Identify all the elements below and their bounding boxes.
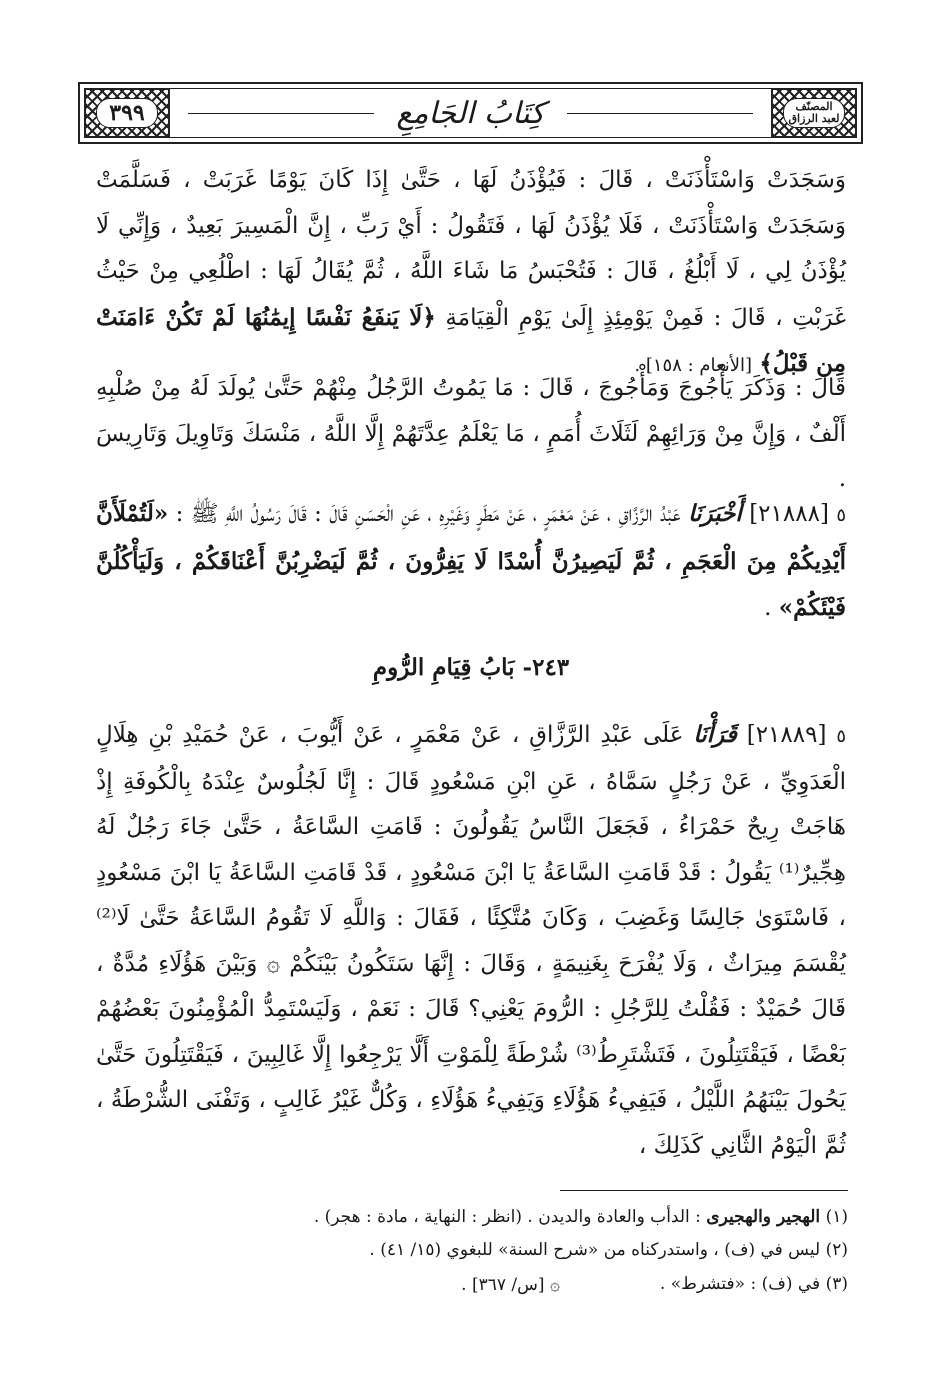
hadith-marker: ٥ [836, 505, 846, 526]
hadith-marker: ٥ [836, 726, 846, 747]
paragraph-2: قَالَ : وَذَكَرَ يَأْجُوجَ وَمَأْجُوجَ ، قَالَ : مَا يَمُوتُ الرَّجُلُ مِنْهُمْ حَتَّىٰ يُولَدَ لَهُ مِنْ صُلْبِهِ أَلْفٌ ، وَإِنَّ مِنْ وَرَائِهِمْ لَثَلَاثَ أُمَمٍ ، مَا يَعْلَمُ عِدَّتَهُمْ إِلَّا اللَّهُ ، مَنْسَكَ وَتَاوِيلَ وَتَارِيسَ . [96, 375, 846, 492]
verse-reference: [الأنعام : ١٥٨] . [634, 355, 753, 376]
isnad-text: عَبْدُ الرَّزَّاقِ ، عَنْ مَعْمَرٍ ، عَنْ مَطَرٍ وَغَيْرِهِ ، عَنِ الْحَسَنِ قَالَ : قَالَ رَسُولُ اللَّهِ ﷺ : [175, 501, 681, 527]
book-emblem-text: المصنّف لعبد الرزاق [783, 98, 845, 128]
hadith-21889-text: عَلَى عَبْدِ الرَّزَّاقِ ، عَنْ مَعْمَرٍ ، عَنْ أَيُّوبَ ، عَنْ حُمَيْدِ بْنِ هِلَالٍ الْعَدَوِيِّ ، عَنْ رَجُلٍ سَمَّاهُ ، عَنِ ابْنِ مَسْعُودٍ قَالَ : إِنَّا لَجُلُوسٌ عِنْدَهُ بِالْكُوفَةِ إِذْ هَاجَتْ رِيحٌ حَمْرَاءُ ، فَجَعَلَ النَّاسُ يَقُولُونَ : قَامَتِ السَّاعَةُ ، حَتَّىٰ جَاءَ رَجُلٌ لَهُ هِجِّيرٌ⁽¹⁾ يَقُولُ : قَدْ قَامَتِ السَّاعَةُ يَا ابْنَ مَسْعُودٍ ، قَدْ قَامَتِ السَّاعَةُ يَا ابْنَ مَسْعُودٍ ، فَاسْتَوَىٰ جَالِسًا وَغَضِبَ ، وَكَانَ مُتَّكِئًا ، فَقَالَ : وَاللَّهِ لَا تَقُومُ السَّاعَةُ حَتَّىٰ لَا⁽²⁾ يُقْسَمَ مِيرَاثٌ ، وَلَا يُفْرَحَ بِغَنِيمَةٍ ، وَقَالَ : إِنَّهَا سَتَكُونُ بَيْنَكُمْ ۞ وَبَيْنَ هَؤُلَاءِ مُدَّةٌ ، قَالَ حُمَيْدٌ : فَقُلْتُ لِلرَّجُلِ : الرُّومَ يَعْنِي؟ قَالَ : نَعَمْ ، وَلَيَسْتَمِدُّ الْمُؤْمِنُونَ بَعْضُهُمْ بَعْضًا ، فَيَقْتَتِلُونَ ، فَتَشْتَرِطُ⁽³⁾ شُرْطَةً لِلْمَوْتِ أَلَّا يَرْجِعُوا إِلَّا غَالِبِينَ ، فَيَقْتَتِلُونَ حَتَّىٰ يَحُولَ بَيْنَهُمُ اللَّيْلُ ، فَيَفِيءُ هَؤُلَاءِ وَيَفِيءُ هَؤُلَاءِ ، وَكُلٌّ غَيْرُ غَالِبٍ ، وَتَفْنَى الشُّرْطَةُ ، ثُمَّ الْيَوْمُ الثَّانِي كَذَلِكَ ، [96, 722, 846, 1159]
book-title-text: كِتَابُ الجَامِعِ [374, 96, 566, 131]
chapter-heading: ٢٤٣- بَابُ قِيَامِ الرُّومِ [372, 654, 570, 681]
footnote-1-term: الهجير والهجيرى [706, 1207, 821, 1227]
book-title [188, 92, 753, 134]
page-number-ornament [84, 88, 170, 138]
hadith-text: «لَتُمْلَأَنَّ أَيْدِيكُمْ مِنَ الْعَجَمِ ، ثُمَّ لَيَصِيرُنَّ أُسْدًا لَا يَفِرُّونَ ، ثُمَّ لَيَضْرِبُنَّ أَعْنَاقَكُمْ ، وَلَيَأْكُلُنَّ فَيْئَكُمْ» [96, 500, 846, 621]
footnote-1-number: (١) [825, 1207, 848, 1227]
footnote-3: (٣) في (ف) : «فتشرط» . [659, 1274, 848, 1294]
hadith-number: [٢١٨٨٨] [749, 501, 829, 527]
quran-verse: ﴿لَا يَنفَعُ نَفْسًا إِيمَٰنُهَا لَمْ تَكُنْ ءَامَنَتْ مِن قَبْلُ﴾ [96, 303, 846, 377]
hadith-number: [٢١٨٨٩] [746, 722, 827, 748]
paragraph-1 [96, 158, 846, 389]
hadith-21889 [96, 712, 846, 1169]
page-number: ٣٩٩ [96, 98, 158, 128]
narration-tag: أَخْبَرَنَا [688, 500, 742, 527]
footnote-1-text: : الدأب والعادة والديدن . (انظر : النهاية ، مادة : هجر) . [313, 1207, 701, 1227]
hadith-end: . [764, 595, 779, 621]
page-header [78, 82, 863, 144]
book-emblem [771, 88, 857, 138]
footnote-2: (٢) ليس في (ف) ، واستدركناه من «شرح السنة» للبغوي (١٥/ ٤١) . [369, 1240, 848, 1260]
page-marker-note: ۞ [س/ ٣٦٧] . [461, 1275, 560, 1295]
footnote-row-3 [96, 1274, 848, 1295]
paragraph-1-text: وَسَجَدَتْ وَاسْتَأْذَنَتْ ، قَالَ : فَيُؤْذَنُ لَهَا ، حَتَّىٰ إِذَا كَانَ يَوْمًا غَرَبَتْ ، فَسَلَّمَتْ وَسَجَدَتْ وَاسْتَأْذَنَتْ ، فَلَا يُؤْذَنُ لَهَا ، فَتَقُولُ : أَيْ رَبِّ ، إِنَّ الْمَسِيرَ بَعِيدٌ ، وَإِنِّي لَا يُؤْذَنُ لِي ، لَا أَبْلُغُ ، قَالَ : فَتُحْبَسُ مَا شَاءَ اللَّهُ ، ثُمَّ يُقَالُ لَهَا : اطْلُعِي مِنْ حَيْثُ غَرَبْتِ ، قَالَ : فَمِنْ يَوْمِئِذٍ إِلَىٰ يَوْمِ الْقِيَامَةِ [96, 167, 846, 331]
hadith-21888 [96, 491, 846, 632]
footnote-divider [560, 1190, 848, 1191]
footnote-1 [96, 1207, 848, 1227]
narration-tag: قَرَأْنَا [693, 721, 737, 748]
